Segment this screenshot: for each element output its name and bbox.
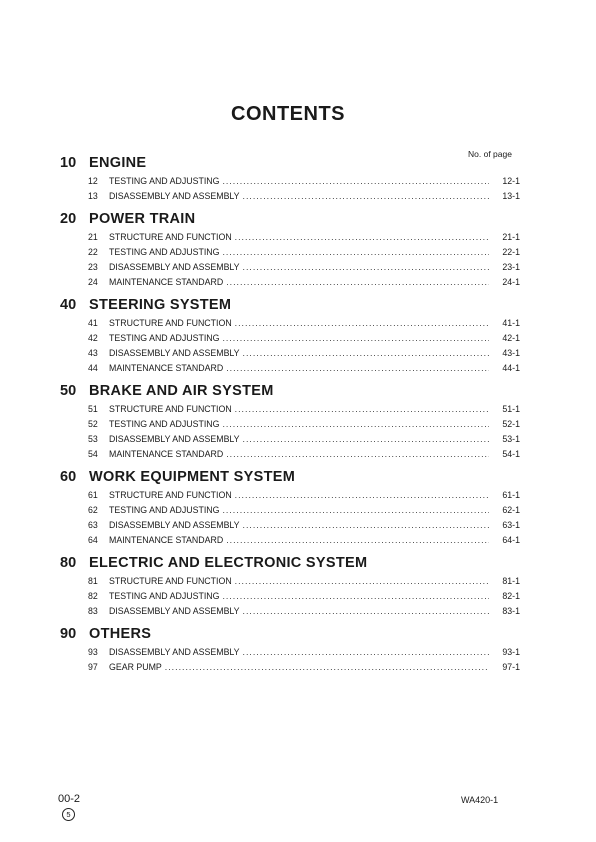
dot-leader	[222, 331, 489, 346]
contents-entry	[60, 645, 520, 660]
section	[60, 467, 520, 548]
entry-number: 62	[88, 505, 98, 515]
footer-model: WA420-1	[461, 795, 499, 805]
dot-leader	[222, 589, 489, 604]
entry-page-number: 97-1	[502, 662, 520, 672]
section-heading	[60, 295, 520, 316]
revision-mark: 5	[62, 808, 75, 821]
entry-page-number: 61-1	[502, 490, 520, 500]
contents-entry	[60, 488, 520, 503]
entry-number: 12	[88, 176, 98, 186]
dot-leader	[226, 275, 489, 290]
entry-label: MAINTENANCE STANDARD	[109, 363, 224, 373]
section-number: 80	[60, 555, 77, 571]
contents-list	[60, 153, 520, 680]
entry-number: 81	[88, 576, 98, 586]
entry-page-number: 23-1	[502, 262, 520, 272]
contents-entry	[60, 174, 520, 189]
entry-label: DISASSEMBLY AND ASSEMBLY	[109, 434, 240, 444]
section-title: STEERING SYSTEM	[89, 297, 232, 313]
entry-page-number: 52-1	[502, 419, 520, 429]
entry-number: 41	[88, 318, 98, 328]
entry-page-number: 62-1	[502, 505, 520, 515]
entry-label: DISASSEMBLY AND ASSEMBLY	[109, 348, 240, 358]
section	[60, 209, 520, 290]
entry-number: 83	[88, 606, 98, 616]
contents-entry	[60, 189, 520, 204]
entry-label: DISASSEMBLY AND ASSEMBLY	[109, 647, 240, 657]
section	[60, 381, 520, 462]
footer-page-number: 00-2	[58, 793, 81, 805]
dot-leader	[222, 245, 489, 260]
entry-number: 43	[88, 348, 98, 358]
dot-leader	[222, 503, 489, 518]
dot-leader	[243, 260, 489, 275]
contents-entry	[60, 660, 520, 675]
entry-page-number: 54-1	[502, 449, 520, 459]
section-heading	[60, 153, 520, 174]
section	[60, 553, 520, 619]
section-title: OTHERS	[89, 626, 152, 642]
entry-label: STRUCTURE AND FUNCTION	[109, 318, 232, 328]
entry-number: 13	[88, 191, 98, 201]
section	[60, 295, 520, 376]
entry-number: 44	[88, 363, 98, 373]
entry-label: DISASSEMBLY AND ASSEMBLY	[109, 606, 240, 616]
entry-page-number: 81-1	[502, 576, 520, 586]
entry-page-number: 43-1	[502, 348, 520, 358]
entry-page-number: 51-1	[502, 404, 520, 414]
entry-number: 82	[88, 591, 98, 601]
entry-page-number: 63-1	[502, 520, 520, 530]
entry-label: MAINTENANCE STANDARD	[109, 535, 224, 545]
entry-number: 97	[88, 662, 98, 672]
section-heading	[60, 553, 520, 574]
entry-label: DISASSEMBLY AND ASSEMBLY	[109, 520, 240, 530]
entry-label: TESTING AND ADJUSTING	[109, 591, 220, 601]
entry-number: 54	[88, 449, 98, 459]
section-heading	[60, 624, 520, 645]
dot-leader	[235, 488, 489, 503]
contents-entry	[60, 361, 520, 376]
entry-page-number: 93-1	[502, 647, 520, 657]
dot-leader	[243, 346, 489, 361]
section-title: ENGINE	[89, 155, 147, 171]
entry-label: TESTING AND ADJUSTING	[109, 419, 220, 429]
section-number: 40	[60, 297, 77, 313]
entry-page-number: 53-1	[502, 434, 520, 444]
dot-leader	[235, 230, 489, 245]
entry-label: GEAR PUMP	[109, 662, 162, 672]
entry-number: 93	[88, 647, 98, 657]
dot-leader	[243, 645, 489, 660]
contents-entry	[60, 331, 520, 346]
entry-label: TESTING AND ADJUSTING	[109, 505, 220, 515]
entry-label: DISASSEMBLY AND ASSEMBLY	[109, 262, 240, 272]
entry-page-number: 13-1	[502, 191, 520, 201]
entry-label: TESTING AND ADJUSTING	[109, 333, 220, 343]
contents-entry	[60, 275, 520, 290]
section-number: 90	[60, 626, 77, 642]
entry-page-number: 21-1	[502, 232, 520, 242]
dot-leader	[235, 574, 489, 589]
section-number: 10	[60, 155, 77, 171]
contents-entry	[60, 432, 520, 447]
entry-number: 22	[88, 247, 98, 257]
entry-label: TESTING AND ADJUSTING	[109, 176, 220, 186]
entry-page-number: 24-1	[502, 277, 520, 287]
dot-leader	[226, 447, 489, 462]
contents-entry	[60, 402, 520, 417]
entry-page-number: 12-1	[502, 176, 520, 186]
contents-entry	[60, 518, 520, 533]
section-title: POWER TRAIN	[89, 211, 196, 227]
entry-number: 53	[88, 434, 98, 444]
dot-leader	[226, 533, 489, 548]
section-number: 20	[60, 211, 77, 227]
entry-label: STRUCTURE AND FUNCTION	[109, 404, 232, 414]
contents-entry	[60, 503, 520, 518]
contents-entry	[60, 230, 520, 245]
contents-entry	[60, 533, 520, 548]
contents-entry	[60, 245, 520, 260]
entry-number: 23	[88, 262, 98, 272]
entry-page-number: 41-1	[502, 318, 520, 328]
entry-label: STRUCTURE AND FUNCTION	[109, 576, 232, 586]
page-column-header: No. of page	[468, 149, 512, 159]
dot-leader	[235, 316, 489, 331]
entry-page-number: 82-1	[502, 591, 520, 601]
section	[60, 153, 520, 204]
entry-number: 64	[88, 535, 98, 545]
dot-leader	[222, 417, 489, 432]
contents-entry	[60, 574, 520, 589]
section-heading	[60, 467, 520, 488]
entry-number: 52	[88, 419, 98, 429]
entry-label: STRUCTURE AND FUNCTION	[109, 232, 232, 242]
entry-number: 51	[88, 404, 98, 414]
entry-number: 21	[88, 232, 98, 242]
section-heading	[60, 209, 520, 230]
dot-leader	[243, 604, 489, 619]
page-title: CONTENTS	[231, 103, 345, 125]
section-heading	[60, 381, 520, 402]
entry-number: 24	[88, 277, 98, 287]
entry-page-number: 44-1	[502, 363, 520, 373]
section-title: WORK EQUIPMENT SYSTEM	[89, 469, 296, 485]
dot-leader	[226, 361, 489, 376]
contents-entry	[60, 346, 520, 361]
entry-number: 42	[88, 333, 98, 343]
section-number: 60	[60, 469, 77, 485]
entry-number: 61	[88, 490, 98, 500]
dot-leader	[222, 174, 489, 189]
entry-page-number: 83-1	[502, 606, 520, 616]
dot-leader	[243, 432, 489, 447]
contents-entry	[60, 260, 520, 275]
section-number: 50	[60, 383, 77, 399]
dot-leader	[243, 189, 489, 204]
contents-entry	[60, 316, 520, 331]
contents-entry	[60, 447, 520, 462]
dot-leader	[165, 660, 489, 675]
entry-number: 63	[88, 520, 98, 530]
entry-page-number: 64-1	[502, 535, 520, 545]
section-title: ELECTRIC AND ELECTRONIC SYSTEM	[89, 555, 368, 571]
section-title: BRAKE AND AIR SYSTEM	[89, 383, 274, 399]
entry-page-number: 42-1	[502, 333, 520, 343]
entry-label: TESTING AND ADJUSTING	[109, 247, 220, 257]
dot-leader	[235, 402, 489, 417]
entry-page-number: 22-1	[502, 247, 520, 257]
entry-label: DISASSEMBLY AND ASSEMBLY	[109, 191, 240, 201]
entry-label: MAINTENANCE STANDARD	[109, 277, 224, 287]
contents-entry	[60, 589, 520, 604]
contents-entry	[60, 604, 520, 619]
contents-entry	[60, 417, 520, 432]
section	[60, 624, 520, 675]
dot-leader	[243, 518, 489, 533]
entry-label: MAINTENANCE STANDARD	[109, 449, 224, 459]
entry-label: STRUCTURE AND FUNCTION	[109, 490, 232, 500]
